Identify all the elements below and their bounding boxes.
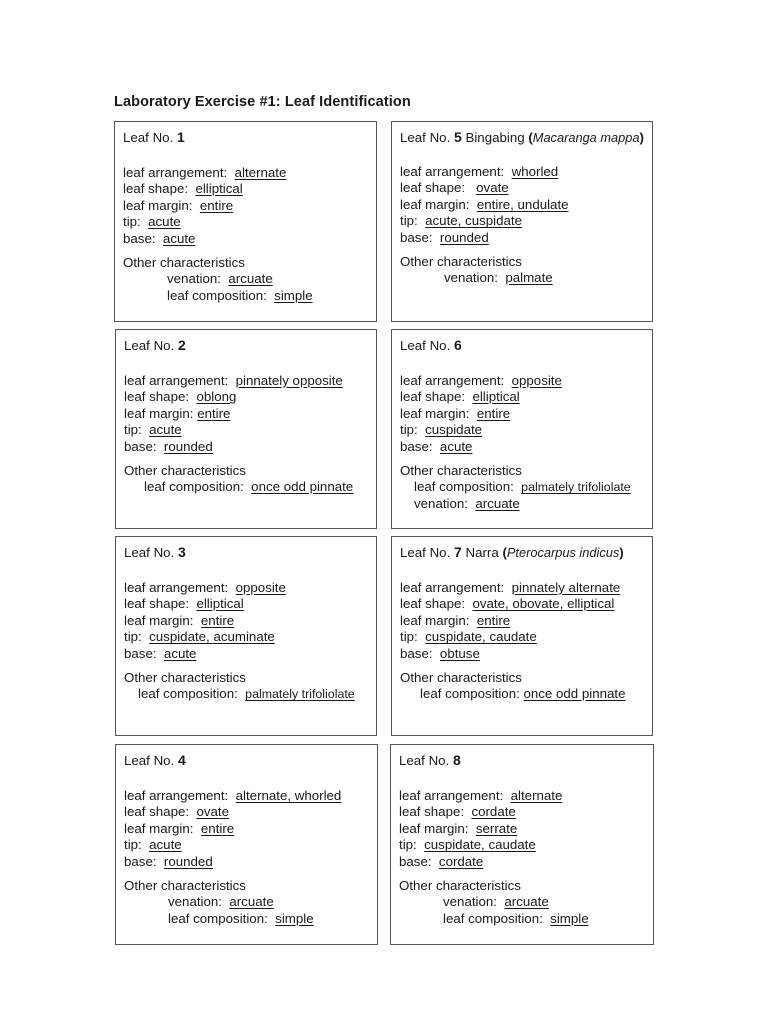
field-label: leaf margin: bbox=[399, 820, 469, 836]
field-row bbox=[124, 613, 368, 630]
leaf-margin-value: entire bbox=[199, 197, 234, 213]
field-label: ) bbox=[639, 130, 644, 145]
field-row bbox=[400, 496, 644, 513]
field-label: Leaf No. bbox=[399, 753, 450, 768]
field-row bbox=[124, 788, 369, 805]
field-value: arcuate bbox=[475, 495, 520, 511]
field-label: 7 bbox=[453, 544, 462, 560]
field-label: Narra bbox=[465, 545, 499, 560]
field-row bbox=[124, 686, 368, 703]
field-value: acute bbox=[149, 837, 182, 853]
field-row bbox=[400, 580, 644, 597]
field-value: alternate bbox=[510, 787, 563, 803]
field-label: base: bbox=[123, 230, 156, 246]
field-label: leaf arrangement: bbox=[400, 372, 505, 388]
field-row bbox=[124, 837, 369, 854]
field-value: elliptical bbox=[196, 596, 244, 612]
field-row bbox=[400, 479, 644, 496]
field-label: Leaf No. bbox=[400, 338, 451, 353]
field-label: leaf composition: bbox=[167, 287, 267, 303]
field-value: once odd pinnate bbox=[523, 686, 626, 702]
field-row bbox=[124, 629, 368, 646]
field-label: venation: bbox=[168, 894, 222, 910]
field-row bbox=[400, 197, 644, 214]
field-label: leaf margin: bbox=[124, 405, 194, 421]
field-value: rounded bbox=[439, 229, 489, 245]
field-row bbox=[400, 686, 644, 703]
field-value: opposite bbox=[511, 372, 562, 388]
field-row bbox=[400, 646, 644, 663]
field-label: 1 bbox=[176, 129, 185, 145]
field-row: Other characteristics bbox=[400, 253, 522, 269]
card-heading bbox=[123, 129, 368, 147]
field-row bbox=[123, 231, 368, 248]
leaf-card-8 bbox=[390, 744, 654, 945]
field-value: cuspidate, acuminate bbox=[149, 629, 275, 645]
field-row bbox=[123, 214, 368, 231]
field-label: leaf composition: bbox=[168, 910, 268, 926]
field-row bbox=[400, 373, 644, 390]
field-value: acute, cuspidate bbox=[425, 213, 522, 229]
field-label: tip: bbox=[400, 629, 418, 645]
field-row bbox=[124, 479, 368, 496]
field-label: tip: bbox=[400, 213, 418, 229]
field-label: leaf margin: bbox=[124, 612, 194, 628]
field-label: leaf shape: bbox=[123, 181, 189, 197]
field-row bbox=[124, 911, 369, 928]
field-value: entire bbox=[476, 612, 511, 628]
field-row bbox=[400, 213, 644, 230]
field-label: leaf composition: bbox=[138, 686, 238, 702]
field-value: palmate bbox=[505, 270, 553, 286]
field-value: opposite bbox=[235, 579, 286, 595]
field-label: leaf arrangement: bbox=[399, 787, 504, 803]
field-label: leaf composition: bbox=[414, 479, 514, 495]
field-value: cuspidate, caudate bbox=[424, 837, 536, 853]
field-row bbox=[124, 580, 368, 597]
field-label: leaf margin: bbox=[124, 820, 194, 836]
field-label: tip: bbox=[123, 214, 141, 230]
field-label: tip: bbox=[399, 837, 417, 853]
field-label: base: bbox=[399, 853, 432, 869]
field-row bbox=[124, 821, 369, 838]
field-label: leaf margin: bbox=[400, 405, 470, 421]
field-label: Bingabing bbox=[465, 130, 525, 145]
card-heading bbox=[399, 752, 645, 770]
field-label: 8 bbox=[452, 752, 461, 768]
field-row bbox=[400, 164, 644, 181]
field-row bbox=[400, 230, 644, 247]
field-row bbox=[123, 165, 368, 182]
field-row bbox=[400, 270, 644, 287]
leaf-card-3 bbox=[115, 536, 377, 736]
field-row bbox=[399, 821, 645, 838]
field-row: Other characteristics bbox=[400, 669, 522, 685]
field-row bbox=[123, 181, 368, 198]
base-value: acute bbox=[162, 230, 196, 246]
field-row bbox=[124, 646, 368, 663]
field-label: leaf margin: bbox=[123, 197, 193, 213]
field-value: palmately trifoliolate bbox=[245, 687, 355, 702]
field-row bbox=[399, 837, 645, 854]
field-label: Leaf No. bbox=[124, 753, 175, 768]
field-row bbox=[124, 389, 368, 406]
field-label: venation: bbox=[443, 894, 497, 910]
field-label: venation: bbox=[167, 271, 221, 287]
venation-value: arcuate bbox=[228, 271, 273, 287]
field-row bbox=[400, 389, 644, 406]
field-value: ovate bbox=[196, 804, 229, 820]
field-row bbox=[124, 804, 369, 821]
card-heading bbox=[124, 752, 369, 770]
field-row bbox=[400, 613, 644, 630]
field-value: once odd pinnate bbox=[251, 479, 354, 495]
field-value: simple bbox=[275, 910, 314, 926]
field-value: ovate, obovate, elliptical bbox=[472, 596, 615, 612]
field-row bbox=[124, 373, 368, 390]
field-row bbox=[400, 439, 644, 456]
field-label: leaf composition: bbox=[420, 686, 520, 702]
field-row bbox=[399, 788, 645, 805]
card-heading bbox=[124, 337, 368, 355]
field-label: leaf arrangement: bbox=[400, 579, 505, 595]
field-row: Other characteristics bbox=[399, 877, 521, 893]
field-value: entire, undulate bbox=[476, 196, 569, 212]
field-label: leaf composition: bbox=[443, 910, 543, 926]
field-row bbox=[399, 804, 645, 821]
field-label: 3 bbox=[177, 544, 186, 560]
leaf-card-6 bbox=[391, 329, 653, 529]
field-value: entire bbox=[200, 612, 235, 628]
field-row: Other characteristics bbox=[123, 254, 245, 270]
field-row: Other characteristics bbox=[124, 669, 246, 685]
field-row bbox=[400, 180, 644, 197]
card-heading bbox=[400, 544, 644, 562]
field-label: leaf arrangement: bbox=[124, 372, 229, 388]
field-label: Leaf No. bbox=[123, 130, 174, 145]
field-row bbox=[123, 271, 368, 288]
field-value: whorled bbox=[511, 163, 559, 179]
field-row bbox=[400, 629, 644, 646]
leaf-shape-value: elliptical bbox=[195, 181, 243, 197]
field-value: entire bbox=[197, 405, 231, 421]
field-label: 5 bbox=[453, 129, 462, 145]
field-label: leaf margin: bbox=[400, 612, 470, 628]
field-row bbox=[123, 288, 368, 305]
field-value: serrate bbox=[475, 820, 518, 836]
field-value: obtuse bbox=[439, 645, 480, 661]
field-label: ( bbox=[502, 545, 507, 560]
field-row bbox=[124, 854, 369, 871]
field-row bbox=[400, 406, 644, 423]
field-label: Leaf No. bbox=[124, 545, 175, 560]
field-value: oblong bbox=[196, 389, 237, 405]
field-label: Leaf No. bbox=[400, 545, 451, 560]
scientific-name: Pterocarpus indicus bbox=[506, 545, 620, 560]
field-label: leaf arrangement: bbox=[400, 163, 505, 179]
field-value: cuspidate bbox=[425, 422, 483, 438]
field-label: leaf shape: bbox=[400, 389, 466, 405]
field-value: pinnately alternate bbox=[511, 579, 621, 595]
field-row bbox=[399, 911, 645, 928]
leaf-card-4 bbox=[115, 744, 378, 945]
field-label: leaf arrangement: bbox=[123, 164, 228, 180]
scientific-name: Macaranga mappa bbox=[532, 130, 640, 145]
field-label: 6 bbox=[453, 337, 462, 353]
field-label: Leaf No. bbox=[124, 338, 175, 353]
field-label: base: bbox=[400, 229, 433, 245]
field-label: leaf arrangement: bbox=[124, 579, 229, 595]
field-label: tip: bbox=[400, 422, 418, 438]
field-value: pinnately opposite bbox=[235, 372, 343, 388]
field-label: venation: bbox=[414, 495, 468, 511]
field-value: cordate bbox=[471, 804, 516, 820]
field-label: leaf shape: bbox=[124, 389, 190, 405]
field-label: base: bbox=[124, 438, 157, 454]
field-value: acute bbox=[149, 422, 182, 438]
field-value: simple bbox=[550, 910, 589, 926]
field-label: leaf shape: bbox=[124, 596, 190, 612]
field-label: leaf shape: bbox=[124, 804, 190, 820]
field-label: base: bbox=[124, 853, 157, 869]
leaf-card-2 bbox=[115, 329, 377, 529]
field-label: leaf shape: bbox=[399, 804, 465, 820]
leaf-arrangement-value: alternate bbox=[234, 164, 287, 180]
field-row bbox=[400, 422, 644, 439]
field-row bbox=[124, 422, 368, 439]
field-label: leaf shape: bbox=[400, 596, 466, 612]
field-label: tip: bbox=[124, 837, 142, 853]
field-value: acute bbox=[439, 438, 473, 454]
leaf-card-1 bbox=[114, 121, 377, 322]
field-value: acute bbox=[163, 645, 197, 661]
field-label: ( bbox=[528, 130, 533, 145]
field-value: arcuate bbox=[504, 894, 549, 910]
page-title: Laboratory Exercise #1: Leaf Identification bbox=[114, 94, 411, 110]
field-label: Leaf No. bbox=[400, 130, 451, 145]
field-label: leaf margin: bbox=[400, 196, 470, 212]
field-label: base: bbox=[400, 645, 433, 661]
field-label: leaf composition: bbox=[144, 479, 244, 495]
field-label: tip: bbox=[124, 422, 142, 438]
leaf-composition-value: simple bbox=[274, 287, 313, 303]
field-row: Other characteristics bbox=[124, 462, 246, 478]
field-label: base: bbox=[400, 438, 433, 454]
leaf-card-7 bbox=[391, 536, 653, 736]
field-value: cordate bbox=[438, 853, 484, 869]
field-label: venation: bbox=[444, 270, 498, 286]
field-value: arcuate bbox=[229, 894, 274, 910]
field-label: leaf arrangement: bbox=[124, 787, 229, 803]
field-value: entire bbox=[476, 405, 511, 421]
card-heading bbox=[400, 129, 644, 147]
field-value: rounded bbox=[163, 438, 213, 454]
field-value: elliptical bbox=[472, 389, 520, 405]
field-row: Other characteristics bbox=[124, 877, 246, 893]
field-row bbox=[400, 596, 644, 613]
card-heading bbox=[124, 544, 368, 562]
field-row bbox=[124, 596, 368, 613]
field-value: entire bbox=[200, 820, 235, 836]
field-value: cuspidate, caudate bbox=[425, 629, 537, 645]
field-row: Other characteristics bbox=[400, 462, 522, 478]
field-label: ) bbox=[619, 545, 624, 560]
field-label: base: bbox=[124, 645, 157, 661]
field-value: rounded bbox=[163, 853, 213, 869]
field-label: 4 bbox=[177, 752, 186, 768]
tip-value: acute bbox=[148, 214, 181, 230]
field-label: leaf shape: bbox=[400, 180, 466, 196]
leaf-card-5 bbox=[391, 121, 653, 322]
field-row bbox=[124, 894, 369, 911]
field-value: palmately trifoliolate bbox=[521, 480, 631, 495]
field-value: ovate bbox=[476, 180, 509, 196]
field-row bbox=[124, 439, 368, 456]
field-row bbox=[124, 406, 368, 423]
field-label: tip: bbox=[124, 629, 142, 645]
field-row bbox=[123, 198, 368, 215]
field-row bbox=[399, 894, 645, 911]
field-row bbox=[399, 854, 645, 871]
card-heading bbox=[400, 337, 644, 355]
field-value: alternate, whorled bbox=[235, 787, 342, 803]
field-label: 2 bbox=[177, 337, 186, 353]
